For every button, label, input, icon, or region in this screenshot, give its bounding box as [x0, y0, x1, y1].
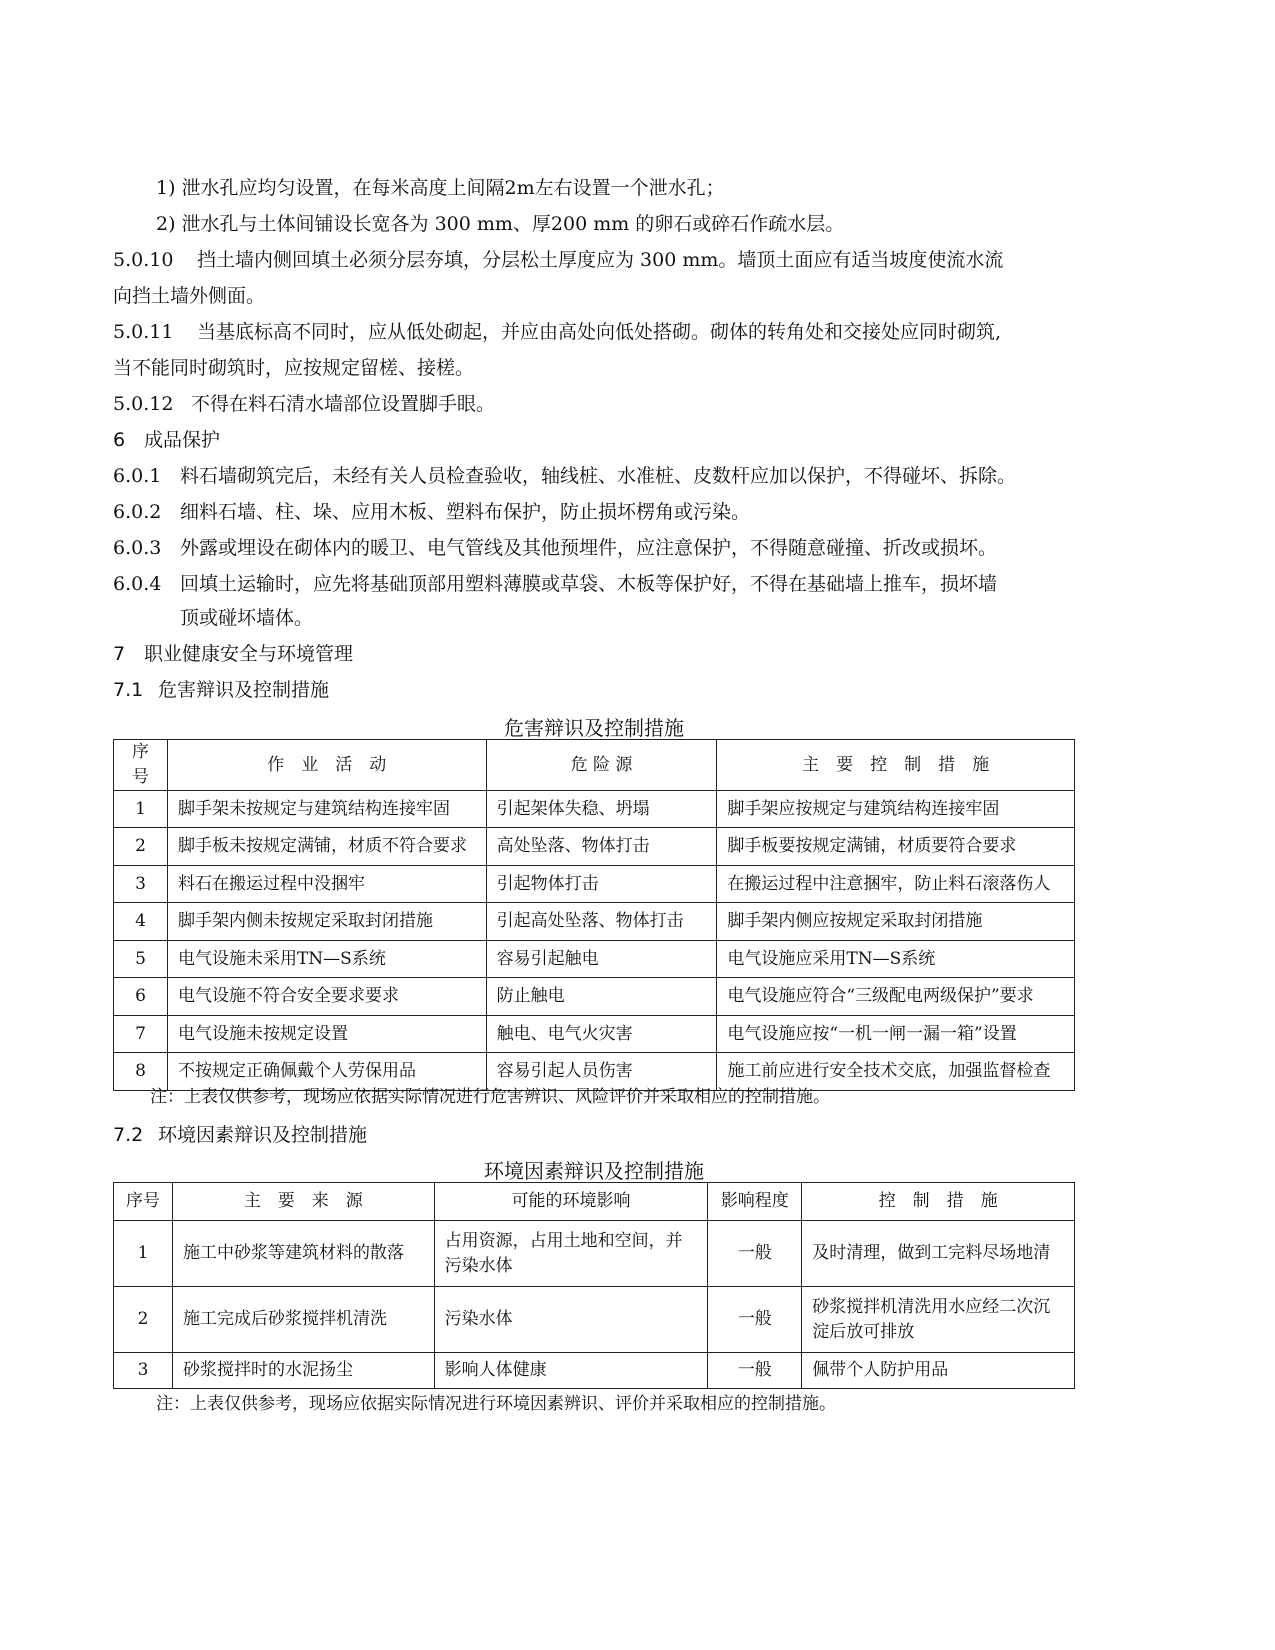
table-row: [114, 941, 1075, 978]
clause-text: 细料石墙、柱、垛、应用木板、塑料布保护，防止损坏楞角或污染。: [180, 501, 751, 523]
clause-6-0-2: [113, 500, 750, 524]
table-row: [114, 1287, 1075, 1353]
activity-cell: 电气设施不符合安全要求要求: [167, 978, 486, 1016]
section-number: 7.2: [113, 1124, 144, 1146]
activity-cell: 电气设施未按规定设置: [167, 1016, 486, 1053]
hazard-table-caption: 危害辩识及控制措施: [504, 716, 684, 740]
row-number: 3: [114, 866, 168, 903]
clause-5-0-10-continued: 向挡土墙外侧面。: [113, 285, 266, 307]
activity-cell: 脚手板未按规定满铺，材质不符合要求: [167, 828, 486, 866]
column-header: 危 险 源: [486, 740, 717, 791]
hazard-cell: 引起架体失稳、坍塌: [486, 791, 717, 828]
activity-cell: 不按规定正确佩戴个人劳保用品: [167, 1053, 486, 1091]
row-number: 1: [114, 1221, 173, 1287]
impact-cell: 占用资源，占用土地和空间，并污染水体: [434, 1221, 708, 1287]
severity-cell: 一般: [708, 1287, 802, 1353]
section-number: 7: [113, 643, 126, 665]
table-row: [114, 1221, 1075, 1287]
clause-6-0-1: [113, 464, 1016, 488]
paragraph-drain-spacing: 1) 泄水孔应均匀设置，在每米高度上间隔2m左右设置一个泄水孔；: [156, 177, 725, 199]
activity-cell: 脚手架内侧未按规定采取封闭措施: [167, 903, 486, 941]
activity-cell: 料石在搬运过程中没捆牢: [167, 866, 486, 903]
clause-number: 6.0.3: [113, 537, 162, 559]
row-number: 6: [114, 978, 168, 1016]
table-row: [114, 1053, 1075, 1091]
clause-number: 6.0.4: [113, 573, 162, 595]
clause-text: 回填土运输时，应先将基础顶部用塑料薄膜或草袋、木板等保护好，不得在基础墙上推车，损坏墙: [180, 573, 998, 595]
clause-number: 6.0.1: [113, 465, 162, 487]
clause-text: 料石墙砌筑完后，未经有关人员检查验收，轴线桩、水准桩、皮数杆应加以保护，不得碰坏、拆除。: [180, 465, 1017, 487]
hazard-cell: 容易引起触电: [486, 941, 717, 978]
control-cell: 及时清理，做到工完料尽场地清: [802, 1221, 1075, 1287]
activity-cell: 脚手架未按规定与建筑结构连接牢固: [167, 791, 486, 828]
control-cell: 佩带个人防护用品: [802, 1353, 1075, 1389]
clause-number: 5.0.11: [113, 321, 174, 343]
row-number: 8: [114, 1053, 168, 1091]
table-header-row: [114, 740, 1075, 791]
section-title: 职业健康安全与环境管理: [144, 643, 354, 665]
env-table-note: 注：上表仅供参考，现场应依据实际情况进行环境因素辨识、评价并采取相应的控制措施。: [156, 1394, 836, 1414]
section-number: 7.1: [113, 679, 144, 701]
table-header-row: [114, 1183, 1075, 1221]
section-title: 危害辩识及控制措施: [158, 679, 330, 701]
hazard-table-note: 注：上表仅供参考，现场应依据实际情况进行危害辨识、风险评价并采取相应的控制措施。: [150, 1087, 830, 1107]
table-row: [114, 866, 1075, 903]
section-title: 成品保护: [144, 429, 221, 451]
source-cell: 砂浆搅拌时的水泥扬尘: [172, 1353, 434, 1389]
table-row: [114, 1016, 1075, 1053]
clause-number: 5.0.10: [113, 249, 174, 271]
hazard-table: [113, 739, 1075, 1091]
table-row: [114, 791, 1075, 828]
hazard-cell: 高处坠落、物体打击: [486, 828, 717, 866]
impact-cell: 污染水体: [434, 1287, 708, 1353]
clause-6-0-4: [113, 572, 997, 596]
column-header: 可能的环境影响: [434, 1183, 708, 1221]
control-cell: 脚手架内侧应按规定采取封闭措施: [717, 903, 1075, 941]
row-number: 3: [114, 1353, 173, 1389]
section-7-heading: [113, 642, 353, 666]
clause-number: 5.0.12: [113, 393, 174, 415]
source-cell: 施工中砂浆等建筑材料的散落: [172, 1221, 434, 1287]
severity-cell: 一般: [708, 1221, 802, 1287]
control-cell: 电气设施应按“一机一闸一漏一箱”设置: [717, 1016, 1075, 1053]
clause-6-0-3: [113, 536, 997, 560]
section-7-1-heading: [113, 678, 329, 702]
row-number: 1: [114, 791, 168, 828]
hazard-cell: 容易引起人员伤害: [486, 1053, 717, 1091]
impact-cell: 影响人体健康: [434, 1353, 708, 1389]
clause-6-0-4-continued: 顶或碰坏墙体。: [180, 607, 314, 629]
paragraph-drain-layer: 2) 泄水孔与土体间铺设长宽各为 300 mm、厚200 mm 的卵石或碎石作疏水层。: [156, 213, 845, 235]
column-header: 影响程度: [708, 1183, 802, 1221]
hazard-cell: 触电、电气火灾害: [486, 1016, 717, 1053]
table-row: [114, 978, 1075, 1016]
source-cell: 施工完成后砂浆搅拌机清洗: [172, 1287, 434, 1353]
hazard-cell: 引起物体打击: [486, 866, 717, 903]
hazard-cell: 引起高处坠落、物体打击: [486, 903, 717, 941]
hazard-cell: 防止触电: [486, 978, 717, 1016]
column-header: 主 要 来 源: [172, 1183, 434, 1221]
clause-text: 当基底标高不同时，应从低处砌起，并应由高处向低处搭砌。砌体的转角处和交接处应同时砌筑,: [197, 321, 1002, 343]
section-7-2-heading: [113, 1123, 367, 1147]
clause-5-0-12: [113, 392, 495, 416]
column-header: 作 业 活 动: [167, 740, 486, 791]
control-cell: 砂浆搅拌机清洗用水应经二次沉淀后放可排放: [802, 1287, 1075, 1353]
environment-table: [113, 1182, 1075, 1389]
section-6-heading: [113, 428, 220, 452]
row-number: 2: [114, 828, 168, 866]
column-header: 序号: [114, 1183, 173, 1221]
env-table-caption: 环境因素辩识及控制措施: [484, 1159, 704, 1183]
table-row: [114, 903, 1075, 941]
control-cell: 电气设施应符合“三级配电两级保护”要求: [717, 978, 1075, 1016]
clause-5-0-11: [113, 320, 1001, 344]
clause-5-0-11-continued: 当不能同时砌筑时，应按规定留槎、接槎。: [113, 357, 475, 379]
section-title: 环境因素辩识及控制措施: [158, 1124, 368, 1146]
row-number: 2: [114, 1287, 173, 1353]
row-number: 7: [114, 1016, 168, 1053]
control-cell: 在搬运过程中注意捆牢，防止料石滚落伤人: [717, 866, 1075, 903]
control-cell: 施工前应进行安全技术交底，加强监督检查: [717, 1053, 1075, 1091]
column-header: 主 要 控 制 措 施: [717, 740, 1075, 791]
clause-text: 不得在料石清水墙部位设置脚手眼。: [191, 393, 496, 415]
row-number: 5: [114, 941, 168, 978]
row-number: 4: [114, 903, 168, 941]
column-header: 控 制 措 施: [802, 1183, 1075, 1221]
control-cell: 脚手架应按规定与建筑结构连接牢固: [717, 791, 1075, 828]
clause-number: 6.0.2: [113, 501, 162, 523]
table-row: [114, 1353, 1075, 1389]
table-row: [114, 828, 1075, 866]
section-number: 6: [113, 429, 126, 451]
clause-5-0-10: [113, 248, 1003, 272]
clause-text: 外露或埋设在砌体内的暖卫、电气管线及其他预埋件，应注意保护，不得随意碰撞、折改或损坏。: [180, 537, 998, 559]
control-cell: 电气设施应采用TN—S系统: [717, 941, 1075, 978]
column-header: 序号: [114, 740, 168, 791]
severity-cell: 一般: [708, 1353, 802, 1389]
clause-text: 挡土墙内侧回填土必须分层夯填，分层松土厚度应为 300 mm。墙顶土面应有适当坡度使流水流: [197, 249, 1004, 271]
control-cell: 脚手板要按规定满铺，材质要符合要求: [717, 828, 1075, 866]
activity-cell: 电气设施未采用TN—S系统: [167, 941, 486, 978]
